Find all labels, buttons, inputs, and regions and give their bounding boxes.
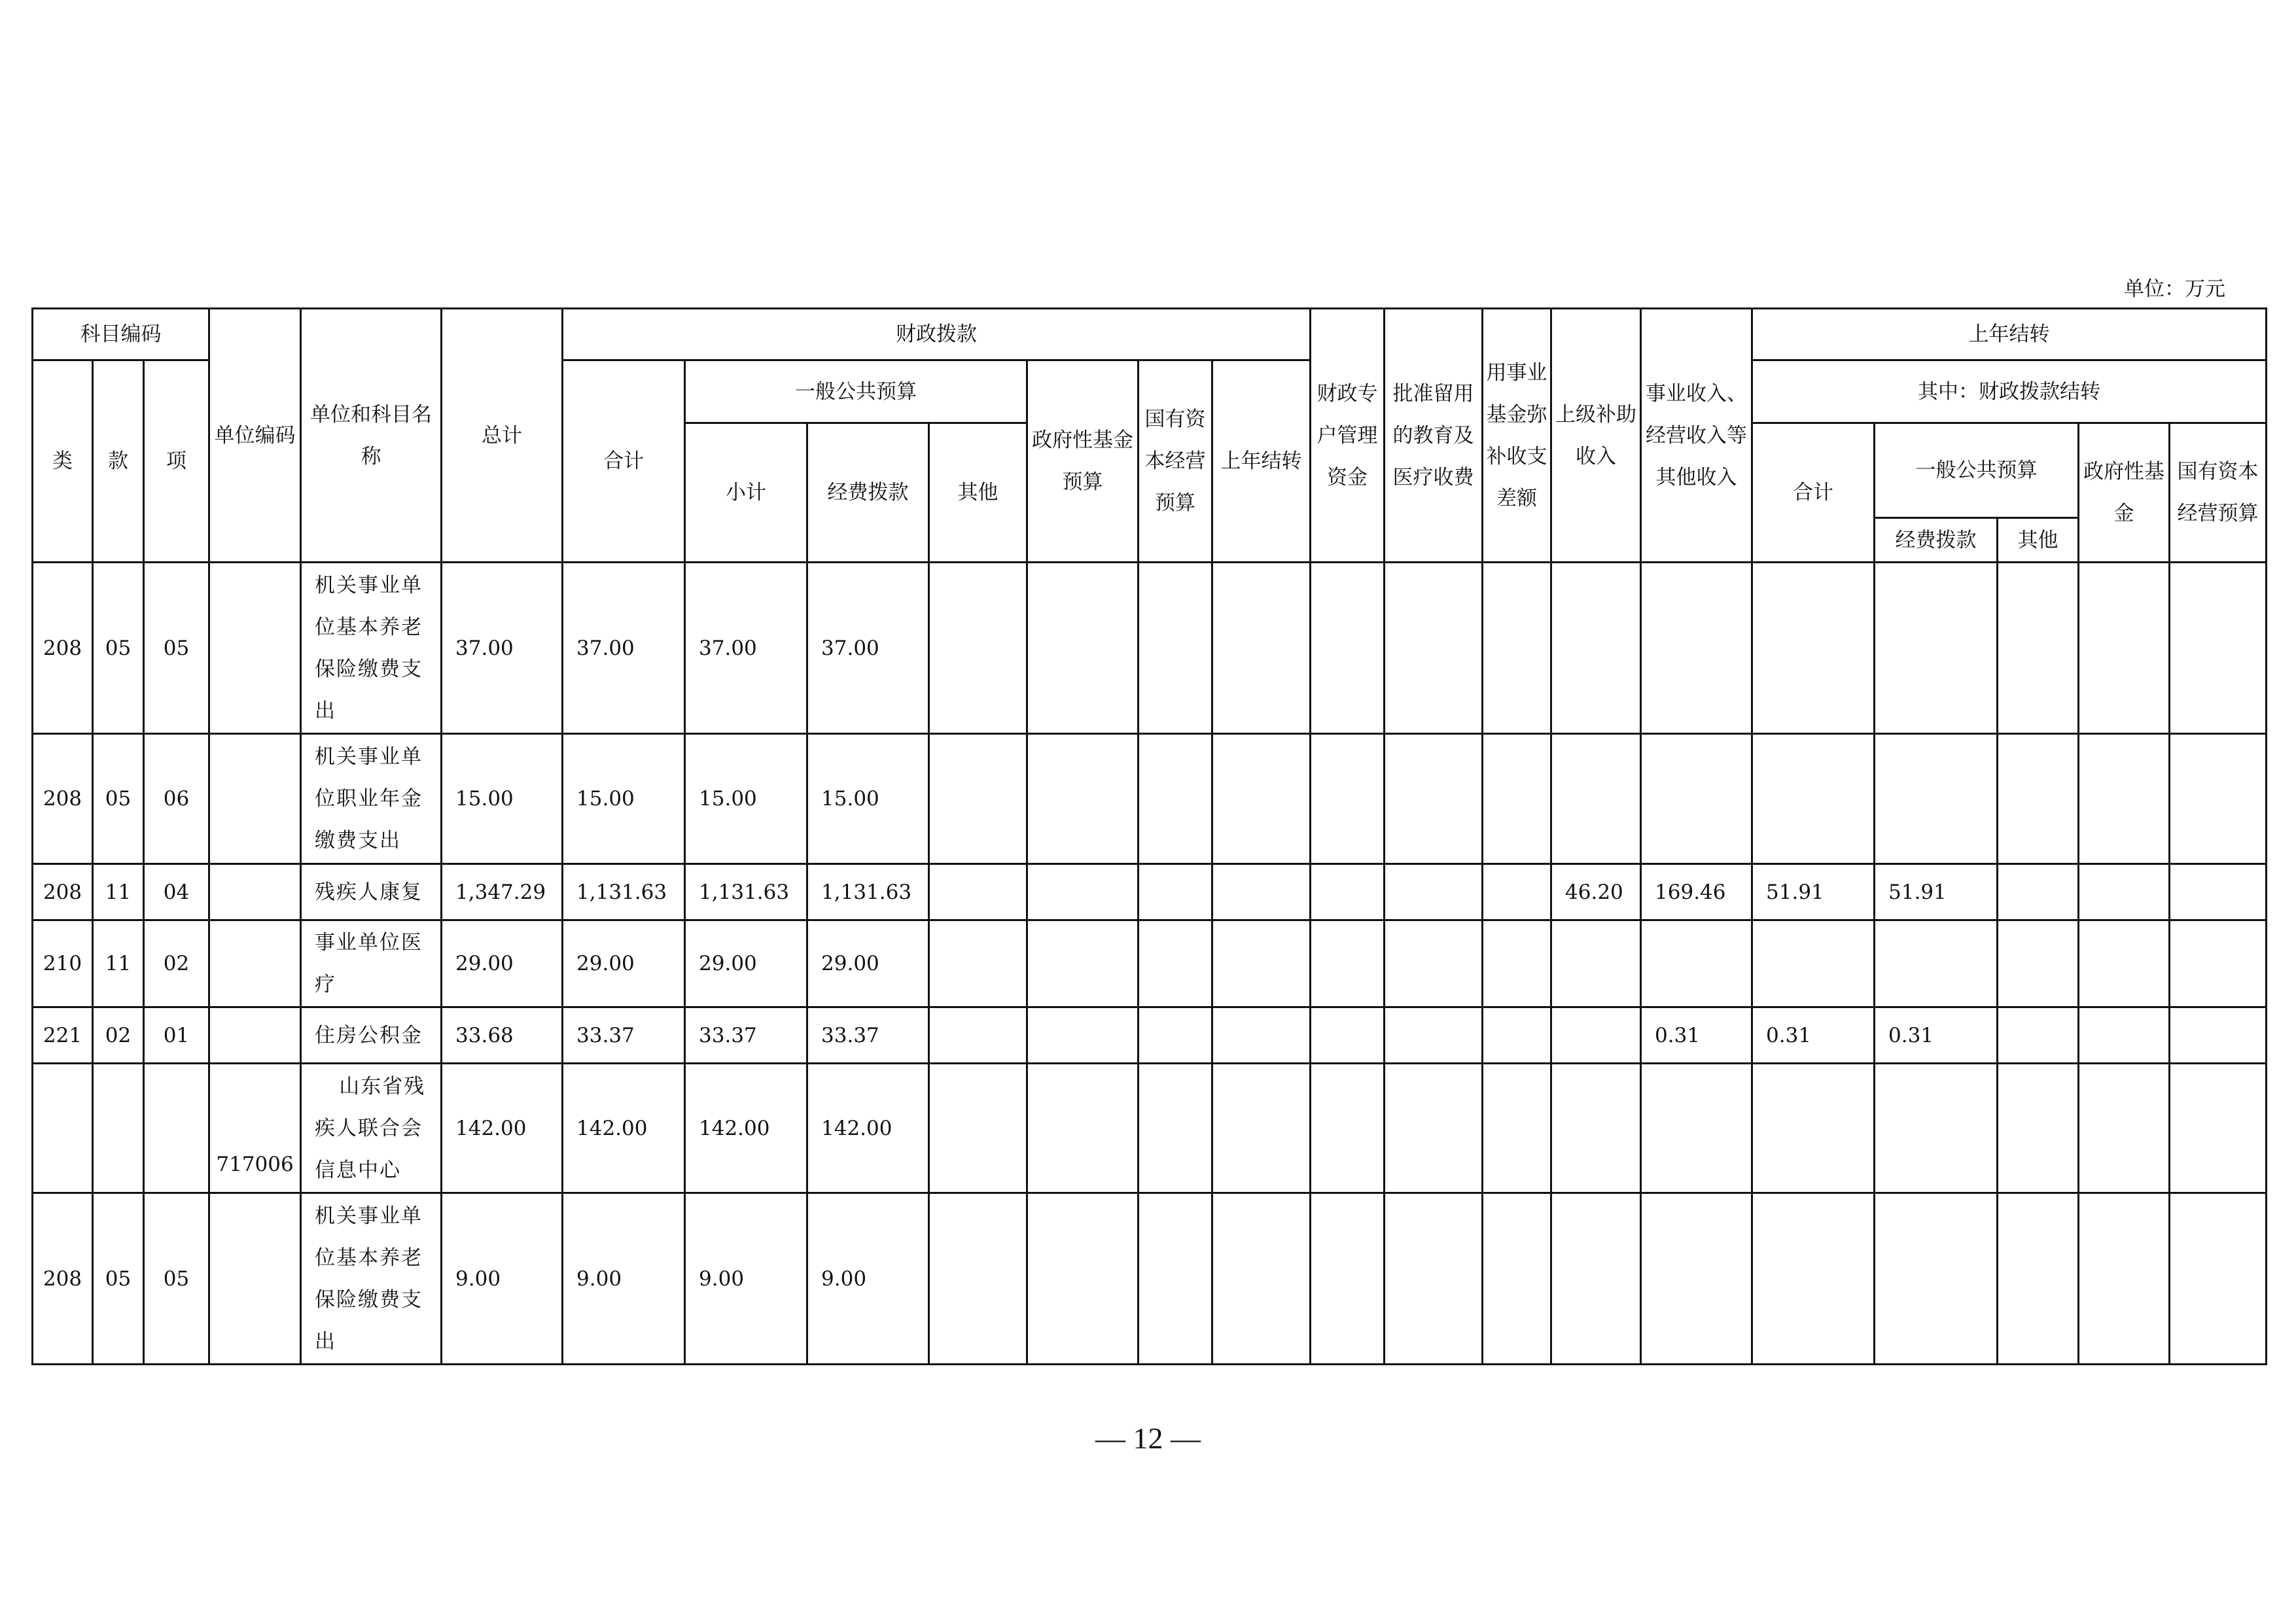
cell-xiang: 04: [144, 864, 209, 920]
cell-gpb-funding: 1,131.63: [807, 864, 929, 920]
cell-pyc-gpb-funding: [1875, 920, 1998, 1007]
cell-business-other-income: [1551, 1193, 1641, 1365]
cell-gpb-funding: 37.00: [807, 563, 929, 734]
cell-empty: [1998, 920, 2079, 1007]
cell-kuan: 11: [93, 920, 144, 1007]
cell-empty: [1212, 920, 1311, 1007]
table-row: [33, 563, 2267, 734]
table-row: [33, 864, 2267, 920]
header-superior-subsidy: 上级补助收入: [1551, 309, 1641, 563]
cell-gpb-subtotal: 142.00: [685, 1064, 807, 1193]
cell-lei: 221: [33, 1007, 93, 1064]
cell-empty: [1139, 1007, 1212, 1064]
cell-pyc-total: [1641, 1193, 1752, 1365]
cell-empty: [1311, 1007, 1385, 1064]
cell-empty: [2079, 1193, 2170, 1365]
cell-empty: [1139, 1193, 1212, 1365]
cell-name: 山东省残疾人联合会信息中心: [301, 1064, 442, 1193]
cell-empty: [1385, 864, 1483, 920]
cell-empty: [1311, 864, 1385, 920]
cell-pyc-total: [1641, 563, 1752, 734]
header-xiang: 项: [144, 360, 209, 563]
table-row: [33, 734, 2267, 864]
cell-gpb-subtotal: 33.37: [685, 1007, 807, 1064]
cell-fa-total: 142.00: [563, 1064, 685, 1193]
cell-pyc-total: 0.31: [1641, 1007, 1752, 1064]
header-general-public-budget: 一般公共预算: [685, 360, 1027, 423]
cell-pyc-fiscal-total: [1752, 734, 1875, 864]
cell-empty: [2079, 734, 2170, 864]
cell-empty: [1483, 1193, 1551, 1365]
cell-pyc-fiscal-total: [1752, 1193, 1875, 1365]
cell-name: 事业单位医疗: [301, 920, 442, 1007]
header-fa-total: 合计: [563, 360, 685, 563]
cell-pyc-gpb-funding: [1875, 1064, 1998, 1193]
cell-gpb-subtotal: 1,131.63: [685, 864, 807, 920]
header-gpb-subtotal: 小计: [685, 423, 807, 563]
header-business-other-income: 事业收入、经营收入等其他收入: [1641, 309, 1752, 563]
cell-gpb-funding: 15.00: [807, 734, 929, 864]
cell-gpb-subtotal: 29.00: [685, 920, 807, 1007]
cell-empty: [1998, 864, 2079, 920]
cell-empty: [1139, 864, 1212, 920]
cell-pyc-total: [1641, 920, 1752, 1007]
header-subject-code: 科目编码: [33, 309, 209, 360]
header-unit-code: 单位编码: [209, 309, 301, 563]
cell-empty: [1311, 920, 1385, 1007]
cell-lei: 208: [33, 563, 93, 734]
cell-empty: [1998, 1064, 2079, 1193]
table-row: [33, 1193, 2267, 1365]
cell-empty: [2170, 1007, 2267, 1064]
cell-empty: [1212, 563, 1311, 734]
cell-lei: [33, 1064, 93, 1193]
cell-empty: [1311, 1193, 1385, 1365]
header-pyc-gpb-other: 其他: [1998, 518, 2079, 563]
cell-pyc-total: [1641, 734, 1752, 864]
header-special-account-funds: 财政专户管理资金: [1311, 309, 1385, 563]
cell-empty: [1027, 734, 1139, 864]
cell-empty: [1385, 1193, 1483, 1365]
cell-total: 142.00: [442, 1064, 563, 1193]
cell-kuan: 05: [93, 734, 144, 864]
cell-total: 29.00: [442, 920, 563, 1007]
cell-empty: [1212, 864, 1311, 920]
cell-empty: [1483, 920, 1551, 1007]
header-business-fund-offset: 用事业基金弥补收支差额: [1483, 309, 1551, 563]
cell-gpb-funding: 33.37: [807, 1007, 929, 1064]
cell-empty: [1027, 1193, 1139, 1365]
cell-name: 机关事业单位基本养老保险缴费支出: [301, 563, 442, 734]
cell-empty: [1385, 920, 1483, 1007]
header-pyc-state-capital: 国有资本经营预算: [2170, 423, 2267, 563]
cell-pyc-gpb-funding: [1875, 563, 1998, 734]
cell-empty: [1139, 734, 1212, 864]
cell-empty: [929, 864, 1027, 920]
cell-total: 37.00: [442, 563, 563, 734]
header-pyc-gpb: 一般公共预算: [1875, 423, 2079, 518]
cell-empty: [929, 1193, 1027, 1365]
header-gpb-funding: 经费拨款: [807, 423, 929, 563]
cell-pyc-fiscal-total: 51.91: [1752, 864, 1875, 920]
cell-empty: [2170, 1064, 2267, 1193]
cell-gpb-funding: 9.00: [807, 1193, 929, 1365]
cell-pyc-gpb-funding: 0.31: [1875, 1007, 1998, 1064]
cell-pyc-total: [1641, 1064, 1752, 1193]
header-pyc-fiscal: 其中：财政拨款结转: [1752, 360, 2267, 423]
cell-empty: [1385, 734, 1483, 864]
cell-name: 机关事业单位基本养老保险缴费支出: [301, 1193, 442, 1365]
cell-empty: [929, 920, 1027, 1007]
cell-kuan: 02: [93, 1007, 144, 1064]
cell-business-other-income: [1551, 920, 1641, 1007]
cell-kuan: [93, 1064, 144, 1193]
cell-xiang: [144, 1064, 209, 1193]
cell-empty: [2170, 563, 2267, 734]
cell-empty: [1385, 1007, 1483, 1064]
table-row: [33, 1007, 2267, 1064]
cell-name: 残疾人康复: [301, 864, 442, 920]
cell-empty: [1483, 1007, 1551, 1064]
cell-unit-code: [209, 1007, 301, 1064]
cell-pyc-gpb-funding: [1875, 734, 1998, 864]
cell-gpb-funding: 142.00: [807, 1064, 929, 1193]
cell-empty: [1998, 734, 2079, 864]
table-body: [33, 563, 2267, 1365]
cell-fa-total: 37.00: [563, 563, 685, 734]
cell-empty: [1483, 1064, 1551, 1193]
header-fiscal-appropriation: 财政拨款: [563, 309, 1311, 360]
cell-lei: 208: [33, 734, 93, 864]
cell-gpb-subtotal: 37.00: [685, 563, 807, 734]
cell-empty: [1139, 920, 1212, 1007]
cell-empty: [1483, 864, 1551, 920]
cell-kuan: 05: [93, 1193, 144, 1365]
cell-pyc-fiscal-total: 0.31: [1752, 1007, 1875, 1064]
cell-unit-code: [209, 1193, 301, 1365]
cell-empty: [2170, 920, 2267, 1007]
cell-total: 15.00: [442, 734, 563, 864]
cell-xiang: 05: [144, 563, 209, 734]
cell-kuan: 11: [93, 864, 144, 920]
cell-xiang: 06: [144, 734, 209, 864]
cell-pyc-gpb-funding: [1875, 1193, 1998, 1365]
cell-empty: [1311, 1064, 1385, 1193]
cell-pyc-fiscal-total: [1752, 920, 1875, 1007]
cell-empty: [1483, 563, 1551, 734]
cell-pyc-gpb-funding: 51.91: [1875, 864, 1998, 920]
unit-label: 单位：万元: [2124, 277, 2225, 301]
cell-empty: [2079, 1007, 2170, 1064]
cell-empty: [929, 563, 1027, 734]
page-number: — 12 —: [1095, 1422, 1201, 1455]
cell-empty: [1027, 864, 1139, 920]
header-pyc-fiscal-total: 合计: [1752, 423, 1875, 563]
cell-empty: [2079, 1064, 2170, 1193]
cell-total: 9.00: [442, 1193, 563, 1365]
cell-empty: [1212, 1193, 1311, 1365]
cell-empty: [1483, 734, 1551, 864]
cell-name: 机关事业单位职业年金缴费支出: [301, 734, 442, 864]
cell-business-other-income: [1551, 563, 1641, 734]
cell-empty: [1212, 1064, 1311, 1193]
cell-business-other-income: [1551, 734, 1641, 864]
header-total: 总计: [442, 309, 563, 563]
cell-gpb-subtotal: 9.00: [685, 1193, 807, 1365]
cell-empty: [929, 734, 1027, 864]
header-gpb-other: 其他: [929, 423, 1027, 563]
header-pyc-gov-fund: 政府性基金: [2079, 423, 2170, 563]
cell-empty: [2079, 864, 2170, 920]
cell-business-other-income: 46.20: [1551, 864, 1641, 920]
cell-empty: [1311, 734, 1385, 864]
header-unit-and-subject-name: 单位和科目名称: [301, 309, 442, 563]
cell-empty: [1139, 563, 1212, 734]
cell-business-other-income: [1551, 1064, 1641, 1193]
cell-total: 33.68: [442, 1007, 563, 1064]
cell-unit-code: [209, 864, 301, 920]
cell-gpb-subtotal: 15.00: [685, 734, 807, 864]
header-pyc-gpb-funding: 经费拨款: [1875, 518, 1998, 563]
cell-empty: [1998, 563, 2079, 734]
header-gov-fund-budget: 政府性基金预算: [1027, 360, 1139, 563]
cell-fa-total: 1,131.63: [563, 864, 685, 920]
cell-empty: [2170, 1193, 2267, 1365]
cell-lei: 208: [33, 864, 93, 920]
cell-empty: [2170, 864, 2267, 920]
cell-empty: [2079, 920, 2170, 1007]
cell-empty: [1027, 1007, 1139, 1064]
cell-kuan: 05: [93, 563, 144, 734]
cell-empty: [1998, 1007, 2079, 1064]
cell-unit-code: 717006: [209, 1064, 301, 1193]
cell-gpb-funding: 29.00: [807, 920, 929, 1007]
cell-pyc-total: 169.46: [1641, 864, 1752, 920]
cell-empty: [1139, 1064, 1212, 1193]
cell-empty: [1385, 563, 1483, 734]
cell-name: 住房公积金: [301, 1007, 442, 1064]
header-row-1: [33, 309, 2267, 360]
cell-empty: [1027, 920, 1139, 1007]
header-pyc-total: 上年结转: [1212, 360, 1311, 563]
header-kuan: 款: [93, 360, 144, 563]
cell-empty: [1311, 563, 1385, 734]
cell-fa-total: 29.00: [563, 920, 685, 1007]
cell-empty: [2079, 563, 2170, 734]
cell-xiang: 02: [144, 920, 209, 1007]
cell-lei: 210: [33, 920, 93, 1007]
table-row: [33, 1064, 2267, 1193]
cell-empty: [1385, 1064, 1483, 1193]
cell-total: 1,347.29: [442, 864, 563, 920]
cell-unit-code: [209, 734, 301, 864]
cell-unit-code: [209, 920, 301, 1007]
budget-table: [31, 307, 2267, 1365]
cell-xiang: 01: [144, 1007, 209, 1064]
cell-fa-total: 33.37: [563, 1007, 685, 1064]
cell-pyc-fiscal-total: [1752, 1064, 1875, 1193]
cell-fa-total: 9.00: [563, 1193, 685, 1365]
table-row: [33, 920, 2267, 1007]
header-lei: 类: [33, 360, 93, 563]
cell-empty: [1027, 563, 1139, 734]
header-approved-retained: 批准留用的教育及医疗收费: [1385, 309, 1483, 563]
cell-xiang: 05: [144, 1193, 209, 1365]
cell-empty: [1998, 1193, 2079, 1365]
cell-empty: [2170, 734, 2267, 864]
cell-pyc-fiscal-total: [1752, 563, 1875, 734]
cell-empty: [929, 1007, 1027, 1064]
cell-empty: [1212, 734, 1311, 864]
cell-business-other-income: [1551, 1007, 1641, 1064]
cell-unit-code: [209, 563, 301, 734]
cell-empty: [1212, 1007, 1311, 1064]
cell-lei: 208: [33, 1193, 93, 1365]
cell-empty: [929, 1064, 1027, 1193]
header-state-capital-budget: 国有资本经营预算: [1139, 360, 1212, 563]
cell-empty: [1027, 1064, 1139, 1193]
cell-fa-total: 15.00: [563, 734, 685, 864]
header-prior-year-carryover: 上年结转: [1752, 309, 2267, 360]
